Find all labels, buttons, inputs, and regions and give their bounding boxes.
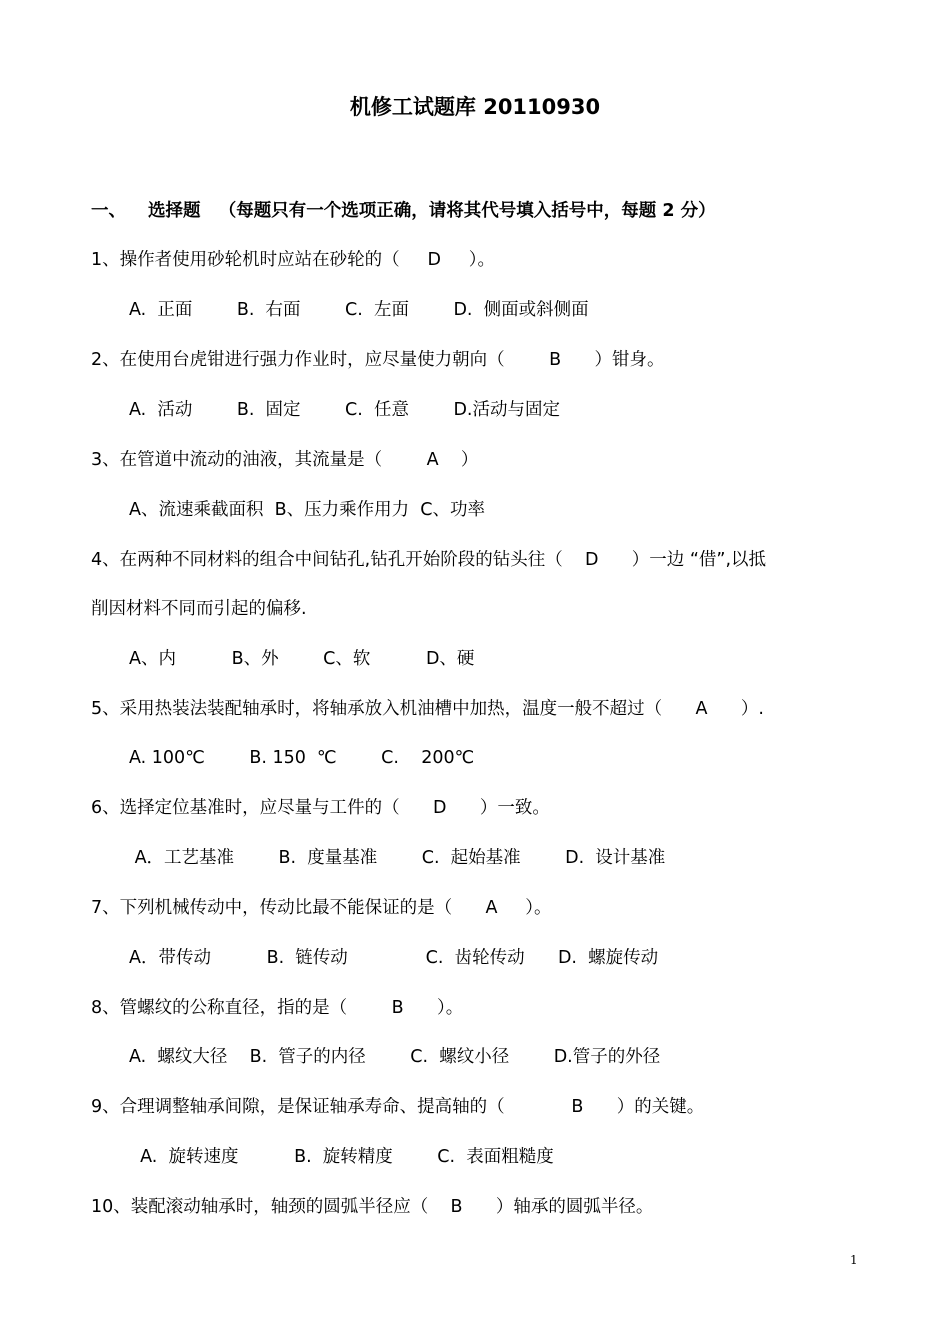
question-3: 3、在管道中流动的油液，其流量是（ A ） <box>91 450 479 470</box>
question-10: 10、装配滚动轴承时，轴颈的圆弧半径应（ B ）轴承的圆弧半径。 <box>91 1197 654 1217</box>
question-7-options: A．带传动 B. 链传动 C. 齿轮传动 D. 螺旋传动 <box>129 948 659 968</box>
question-9: 9、合理调整轴承间隙，是保证轴承寿命、提高轴的（ B ）的关键。 <box>91 1097 705 1117</box>
question-4-options: A、内 B、外 C、软 D、硬 <box>129 649 475 669</box>
question-3-options: A、流速乘截面积 B、压力乘作用力 C、功率 <box>129 500 485 520</box>
document-title: 机修工试题库 20110930 <box>349 95 601 119</box>
question-5: 5、采用热装法装配轴承时，将轴承放入机油槽中加热，温度一般不超过（ A ）. <box>91 699 764 719</box>
section-heading <box>91 197 716 225</box>
section-title: 选择题 （每题只有一个选项正确，请将其代号填入括号中，每题 2 分） <box>148 201 716 221</box>
page-number: 1 <box>850 1253 858 1267</box>
question-5-options: A. 100℃ B. 150 ℃ C. 200℃ <box>129 748 475 768</box>
question-9-options: A. 旋转速度 B. 旋转精度 C. 表面粗糙度 <box>129 1147 554 1167</box>
question-2-options: A. 活动 B. 固定 C. 任意 D.活动与固定 <box>129 400 560 420</box>
question-1-options: A. 正面 B. 右面 C. 左面 D. 侧面或斜侧面 <box>129 300 589 320</box>
question-2: 2、在使用台虎钳进行强力作业时，应尽量使力朝向（ B ）钳身。 <box>91 350 665 370</box>
question-8: 8、管螺纹的公称直径，指的是（ B ）。 <box>91 998 464 1018</box>
question-6-options: A．工艺基准 B. 度量基准 C. 起始基准 D. 设计基准 <box>129 848 666 868</box>
question-4-continuation: 削因材料不同而引起的偏移. <box>91 599 307 619</box>
question-4: 4、在两种不同材料的组合中间钻孔,钻孔开始阶段的钻头往（ D ）一边 “借”,以抵 <box>91 550 767 570</box>
question-6: 6、选择定位基准时，应尽量与工件的（ D ）一致。 <box>91 798 550 818</box>
question-1: 1、操作者使用砂轮机时应站在砂轮的（ D ）。 <box>91 250 495 270</box>
question-8-options: A. 螺纹大径 B. 管子的内径 C. 螺纹小径 D.管子的外径 <box>129 1047 661 1067</box>
section-number: 一、 <box>91 201 126 221</box>
question-7: 7、下列机械传动中，传动比最不能保证的是（ A ）。 <box>91 898 552 918</box>
